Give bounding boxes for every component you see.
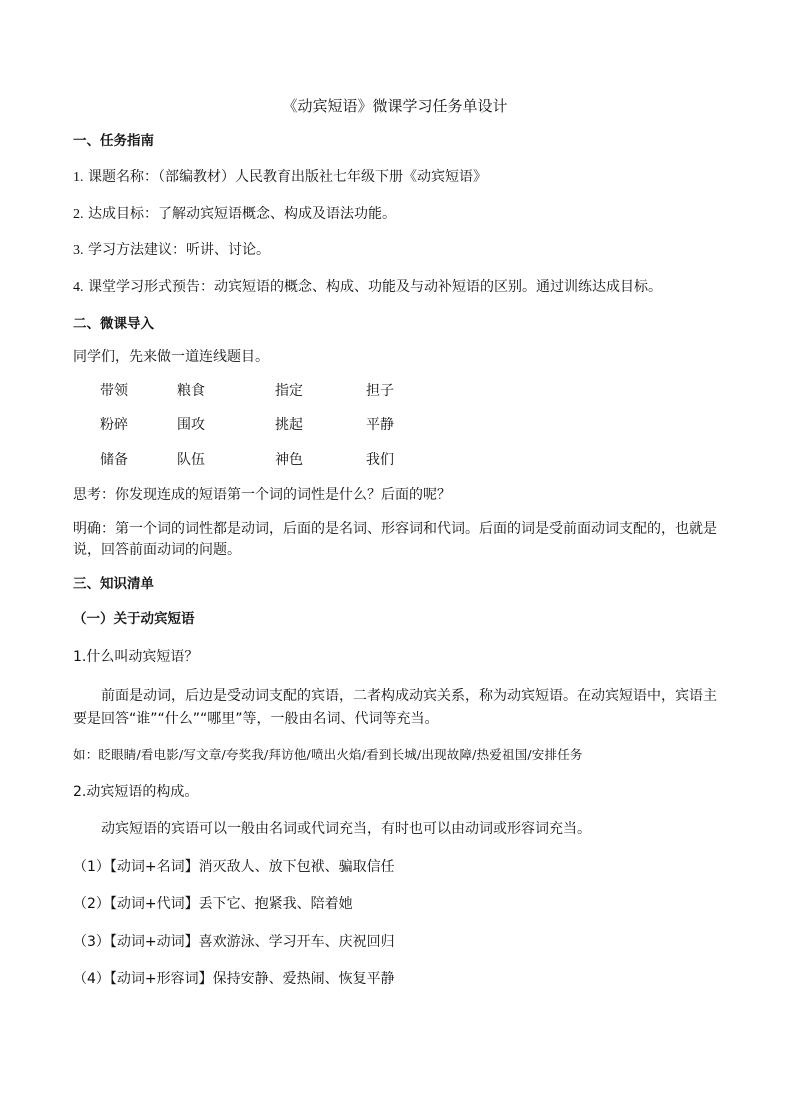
item-text: 达成目标：了解动宾短语概念、构成及语法功能。 bbox=[83, 206, 396, 222]
type-examples: 消灭敌人、放下包袱、骗取信任 bbox=[198, 859, 395, 875]
answer-line-1: 明确：第一个词的词性都是动词，后面的是名词、形容词和代词。后面的词是受前面动词支配的，也就是 bbox=[73, 521, 717, 537]
task-item-goal bbox=[73, 204, 396, 225]
matching-word: 储备 bbox=[100, 452, 128, 468]
matching-word: 带领 bbox=[100, 383, 128, 399]
question-structure: 2.动宾短语的构成。 bbox=[73, 784, 199, 800]
task-item-preview bbox=[73, 277, 662, 298]
matching-word: 神色 bbox=[275, 452, 303, 468]
type-label: （1）【动词+名词】 bbox=[73, 859, 199, 875]
sub-heading-verb-object: （一）关于动宾短语 bbox=[73, 611, 195, 627]
think-question: 思考：你发现连成的短语第一个词的词性是什么？后面的呢？ bbox=[73, 487, 451, 503]
type-examples: 丢下它、抱紧我、陪着她 bbox=[198, 896, 353, 912]
document-title: 《动宾短语》微课学习任务单设计 bbox=[282, 97, 508, 115]
structure-intro: 动宾短语的宾语可以一般由名词或代词充当，有时也可以由动词或形容词充当。 bbox=[101, 821, 591, 837]
matching-word: 担子 bbox=[366, 383, 394, 399]
type-label: （3）【动词+动词】 bbox=[73, 934, 199, 950]
type-examples: 喜欢游泳、学习开车、庆祝回归 bbox=[198, 934, 395, 950]
matching-word: 我们 bbox=[366, 452, 394, 468]
examples-line: 如：眨眼睛/看电影/写文章/夸奖我/拜访他/喷出火焰/看到长城/出现故障/热爱祖国/安排任务 bbox=[73, 747, 583, 762]
section-heading-intro: 二、微课导入 bbox=[73, 316, 154, 332]
structure-type-adjective bbox=[73, 969, 395, 989]
item-number: 2. bbox=[73, 207, 84, 222]
section-heading-task-guide: 一、任务指南 bbox=[73, 133, 154, 149]
definition-line-1: 前面是动词，后边是受动词支配的宾语，二者构成动宾关系，称为动宾短语。在动宾短语中，宾语主 bbox=[101, 688, 717, 704]
structure-type-noun bbox=[73, 857, 395, 877]
type-label: （4）【动词+形容词】 bbox=[73, 971, 213, 987]
matching-word: 指定 bbox=[275, 383, 303, 399]
item-text: 学习方法建议：听讲、讨论。 bbox=[83, 242, 270, 258]
type-examples: 保持安静、爱热闹、恢复平静 bbox=[212, 971, 395, 987]
item-text: 课堂学习形式预告：动宾短语的概念、构成、功能及与动补短语的区别。通过训练达成目标。 bbox=[83, 279, 662, 295]
item-number: 4. bbox=[73, 280, 84, 295]
type-label: （2）【动词+代词】 bbox=[73, 896, 199, 912]
matching-word: 围攻 bbox=[177, 417, 205, 433]
matching-word: 队伍 bbox=[177, 452, 205, 468]
definition-line-2: 要是回答“谁”“什么”“哪里”等，一般由名词、代词等充当。 bbox=[73, 711, 439, 727]
structure-type-pronoun bbox=[73, 894, 353, 914]
task-item-method bbox=[73, 240, 270, 261]
matching-row bbox=[0, 381, 790, 401]
task-item-topic bbox=[73, 167, 487, 188]
answer-line-2: 说，回答前面动词的问题。 bbox=[73, 542, 241, 558]
structure-type-verb bbox=[73, 932, 395, 952]
intro-text: 同学们，先来做一道连线题目。 bbox=[73, 349, 269, 365]
matching-row bbox=[0, 415, 790, 435]
matching-row bbox=[0, 450, 790, 470]
question-what-is: 1.什么叫动宾短语？ bbox=[73, 649, 199, 665]
section-heading-knowledge: 三、知识清单 bbox=[73, 576, 154, 592]
item-number: 3. bbox=[73, 243, 84, 258]
matching-word: 粮食 bbox=[177, 383, 205, 399]
matching-word: 平静 bbox=[366, 417, 394, 433]
item-text: 课题名称：（部编教材）人民教育出版社七年级下册《动宾短语》 bbox=[83, 169, 487, 185]
item-number: 1. bbox=[73, 170, 84, 185]
matching-word: 挑起 bbox=[275, 417, 303, 433]
matching-word: 粉碎 bbox=[100, 417, 128, 433]
